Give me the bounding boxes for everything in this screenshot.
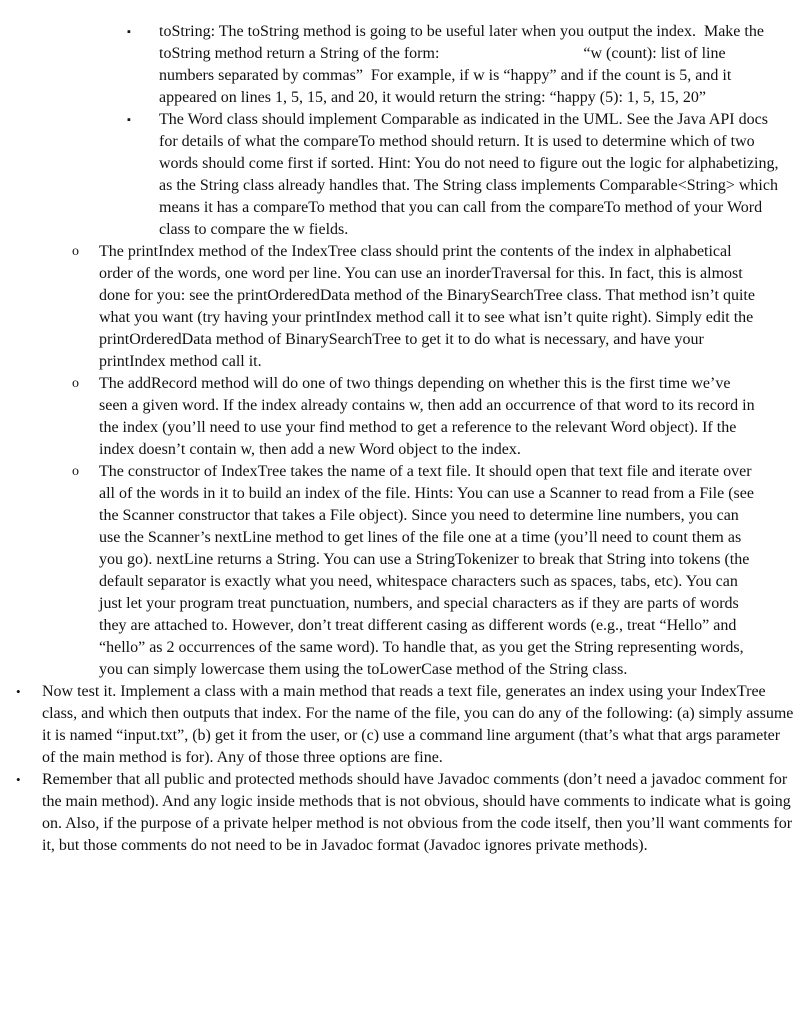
item-text: The Word class should implement Comparable as indicated in the UML. See the Java API docs for details of what the compareTo method should return. It is used to determine which of two words should come first if sorted. Hint: You do not need to figure out the logic for alphabetizing, as the String class already handles that. The String class implements Comparable<String> which means it has a compareTo method that you can call from the compareTo method of your Word class to compare the w fields. <box>159 111 779 238</box>
round-bullet-icon: • <box>16 684 21 699</box>
word-class-details <box>0 0 808 241</box>
list-item-constructor <box>72 461 757 681</box>
item-text: The printIndex method of the IndexTree class should print the contents of the index in alphabetical order of the words, one word per line. You can use an inorderTraversal for this. In fact, this is almost done for you: see the printOrderedData method of the BinarySearchTree class. That method isn’t quite what you want (try having your printIndex method call it to see what isn’t quite right). Simply edit the printOrderedData method of BinarySearchTree to get it to do what is necessary, and have your printIndex method call it. <box>99 243 755 370</box>
level2-list <box>72 241 757 681</box>
list-item-tostring <box>127 21 779 109</box>
item-text: toString: The toString method is going to be useful later when you output the index. Make the toString method return a String of the form: “w (count): list of line numbers separated by commas” For example, if w is “happy” and if the count is 5, and it appeared on lines 1, 5, 15, and 20, it would return the string: “happy (5): 1, 5, 15, 20” <box>159 23 768 106</box>
hollow-bullet-icon: o <box>72 464 79 479</box>
level3-list <box>127 21 779 241</box>
level1-list <box>0 681 796 857</box>
round-bullet-icon: • <box>16 772 21 787</box>
list-item-addrecord <box>72 373 757 461</box>
item-text: The addRecord method will do one of two things depending on whether this is the first time we’ve seen a given word. If the index already contains w, then add an occurrence of that word to its record in the index (you’ll need to use your find method to get a reference to the relevant Word object). If the index doesn’t contain w, then add a new Word object to the index. <box>99 375 755 458</box>
hollow-bullet-icon: o <box>72 376 79 391</box>
hollow-bullet-icon: o <box>72 244 79 259</box>
list-item-javadoc <box>16 769 796 857</box>
item-text: Remember that all public and protected methods should have Javadoc comments (don’t need a javadoc comment for the main method). And any logic inside methods that is not obvious, should have comments to indicate what is going on. Also, if the purpose of a private helper method is not obvious from the code itself, then you’ll want comments for it, but those comments do not need to be in Javadoc format (Javadoc ignores private methods). <box>42 771 793 854</box>
square-bullet-icon: ▪ <box>127 26 131 38</box>
list-item-comparable <box>127 109 779 241</box>
top-level-instructions <box>0 681 808 857</box>
item-text: The constructor of IndexTree takes the name of a text file. It should open that text file and iterate over all of the words in it to build an index of the file. Hints: You can use a Scanner to read from a File (see the Scanner constructor that takes a File object). Since you need to determine line numbers, you can use the Scanner’s nextLine method to get lines of the file one at a time (you’ll need to count them as you go). nextLine returns a String. You can use a StringTokenizer to break that String into tokens (the default separator is exactly what you need, whitespace characters such as spaces, tabs, etc). You can just let your program treat punctuation, numbers, and special characters as if they are parts of words they are attached to. However, don’t treat different casing as different words (e.g., treat “Hello” and “hello” as 2 occurrences of the same word). To handle that, as you get the String representing words, you can simply lowercase them using the toLowerCase method of the String class. <box>99 463 754 678</box>
list-item-test-it <box>16 681 796 769</box>
square-bullet-icon: ▪ <box>127 114 131 126</box>
indextree-method-details <box>0 241 808 681</box>
list-item-printindex <box>72 241 757 373</box>
item-text: Now test it. Implement a class with a main method that reads a text file, generates an index using your IndexTree class, and which then outputs that index. For the name of the file, you can do any of the following: (a) simply assume it is named “input.txt”, (b) get it from the user, or (c) use a command line argument (that’s what that args parameter of the main method is for). Any of those three options are fine. <box>42 683 794 766</box>
